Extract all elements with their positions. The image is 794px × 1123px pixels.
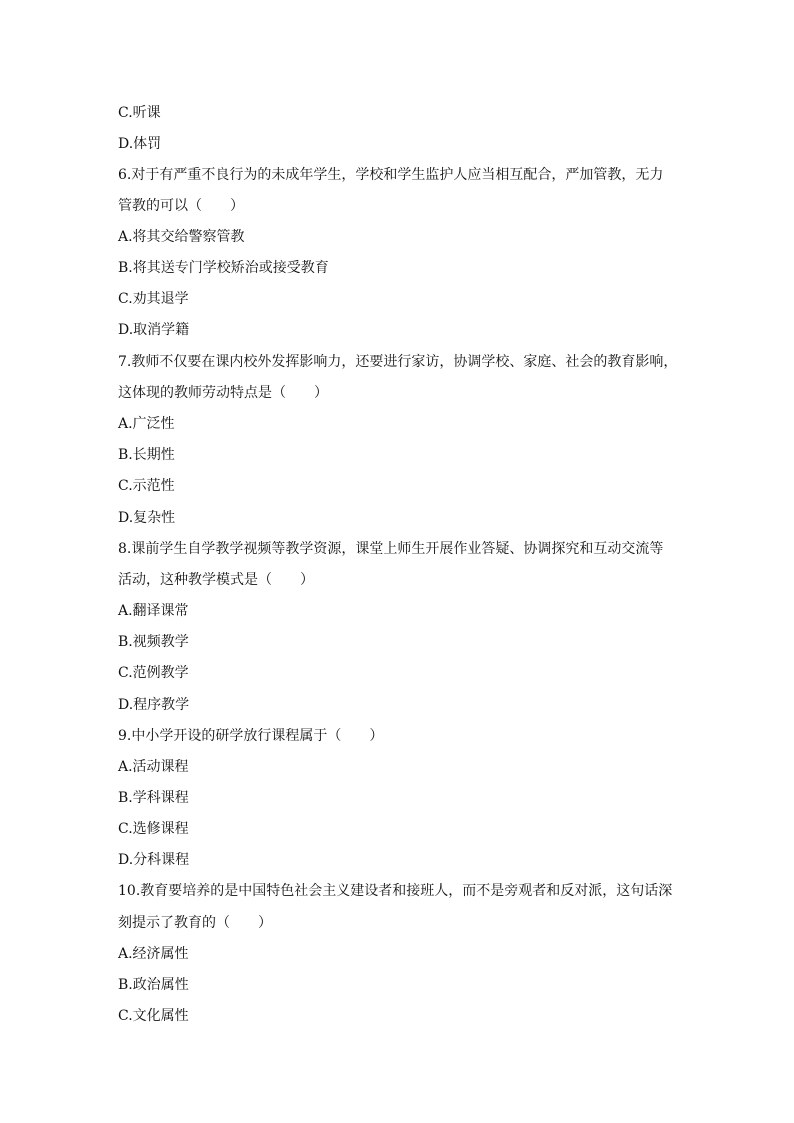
option-line: D.取消学籍: [118, 322, 190, 338]
option-line: D.体罚: [118, 136, 162, 152]
option-line: A.广泛性: [118, 416, 175, 432]
option-line: A.翻译课常: [118, 603, 189, 619]
question-line: 6.对于有严重不良行为的未成年学生，学校和学生监护人应当相互配合，严加管教，无力: [118, 167, 664, 183]
option-line: C.听课: [118, 105, 161, 121]
question-line: 9.中小学开设的研学放行课程属于（ ）: [118, 728, 384, 744]
option-line: D.分科课程: [118, 852, 190, 868]
option-line: D.程序教学: [118, 697, 190, 713]
option-line: B.将其送专门学校矫治或接受教育: [118, 260, 329, 276]
option-line: D.复杂性: [118, 510, 176, 526]
option-line: A.活动课程: [118, 759, 189, 775]
option-line: B.学科课程: [118, 790, 189, 806]
question-line: 10.教育要培养的是中国特色社会主义建设者和接班人，而不是旁观者和反对派，这句话深: [118, 883, 673, 899]
option-line: A.将其交给警察管教: [118, 229, 245, 245]
option-line: C.劝其退学: [118, 291, 189, 307]
option-line: B.视频教学: [118, 634, 189, 650]
question-line: 这体现的教师劳动特点是（ ）: [118, 385, 328, 401]
option-line: C.选修课程: [118, 821, 189, 837]
option-line: C.文化属性: [118, 1008, 189, 1024]
question-line: 刻提示了教育的（ ）: [118, 915, 272, 931]
option-line: C.示范性: [118, 478, 175, 494]
option-line: C.范例教学: [118, 665, 189, 681]
option-line: A.经济属性: [118, 946, 189, 962]
question-line: 管教的可以（ ）: [118, 198, 244, 214]
option-line: B.政治属性: [118, 977, 189, 993]
question-line: 7.教师不仅要在课内校外发挥影响力，还要进行家访，协调学校、家庭、社会的教育影响，: [118, 354, 678, 370]
option-line: B.长期性: [118, 447, 175, 463]
question-line: 活动，这种教学模式是（ ）: [118, 572, 314, 588]
question-line: 8.课前学生自学教学视频等教学资源，课堂上师生开展作业答疑、协调探究和互动交流等: [118, 541, 664, 557]
